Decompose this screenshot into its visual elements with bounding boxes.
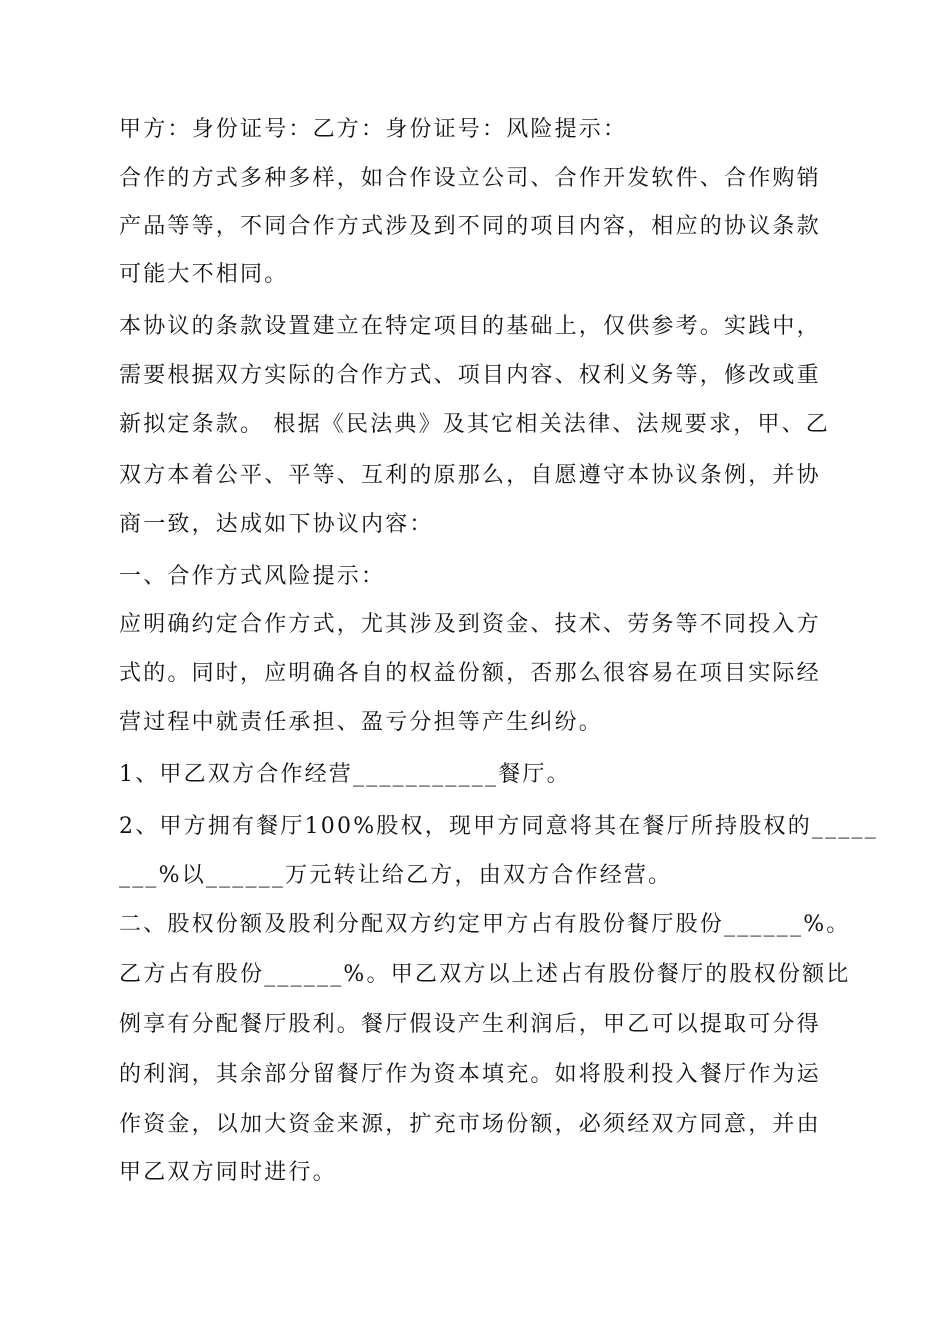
text-line: 需要根据双方实际的合作方式、项目内容、权利义务等，修改或重 <box>119 363 821 388</box>
clause-line: ___%以______万元转让给乙方，由双方合作经营。 <box>119 863 673 888</box>
text-line: 可能大不相同。 <box>119 262 289 287</box>
clause-line: 1、甲乙双方合作经营___________餐厅。 <box>119 762 571 787</box>
text-line: 甲乙双方同时进行。 <box>119 1160 337 1185</box>
clause-line: 2、甲方拥有餐厅100%股权，现甲方同意将其在餐厅所持股权的_____ <box>119 814 878 839</box>
section-heading: 二、股权份额及股利分配双方约定甲方占有股份餐厅股份______%。 <box>119 912 851 937</box>
text-line: 作资金，以加大资金来源，扩充市场份额，必须经双方同意，并由 <box>119 1112 821 1137</box>
text-line: 的利润，其余部分留餐厅作为资本填充。如将股利投入餐厅作为运 <box>119 1062 821 1087</box>
text-line: 营过程中就责任承担、盈亏分担等产生纠纷。 <box>119 710 604 735</box>
text-line: 新拟定条款。 根据《民法典》及其它相关法律、法规要求，甲、乙 <box>119 412 830 437</box>
text-line: 双方本着公平、平等、互利的原那么，自愿遵守本协议条例，并协 <box>119 463 821 488</box>
text-line: 乙方占有股份______%。甲乙双方以上述占有股份餐厅的股权份额比 <box>119 962 851 987</box>
text-line: 合作的方式多种多样，如合作设立公司、合作开发软件、合作购销 <box>119 166 821 191</box>
text-line: 本协议的条款设置建立在特定项目的基础上，仅供参考。实践中， <box>119 314 821 339</box>
text-line-header: 甲方：身份证号：乙方：身份证号：风险提示： <box>119 117 628 142</box>
text-line: 应明确约定合作方式，尤其涉及到资金、技术、劳务等不同投入方 <box>119 612 821 637</box>
text-line: 产品等等，不同合作方式涉及到不同的项目内容，相应的协议条款 <box>119 214 821 239</box>
text-line: 式的。同时，应明确各自的权益份额，否那么很容易在项目实际经 <box>119 661 821 686</box>
text-line: 例享有分配餐厅股利。餐厅假设产生利润后，甲乙可以提取可分得 <box>119 1012 821 1037</box>
section-heading: 一、合作方式风险提示： <box>119 564 386 589</box>
text-line: 商一致，达成如下协议内容： <box>119 512 434 537</box>
